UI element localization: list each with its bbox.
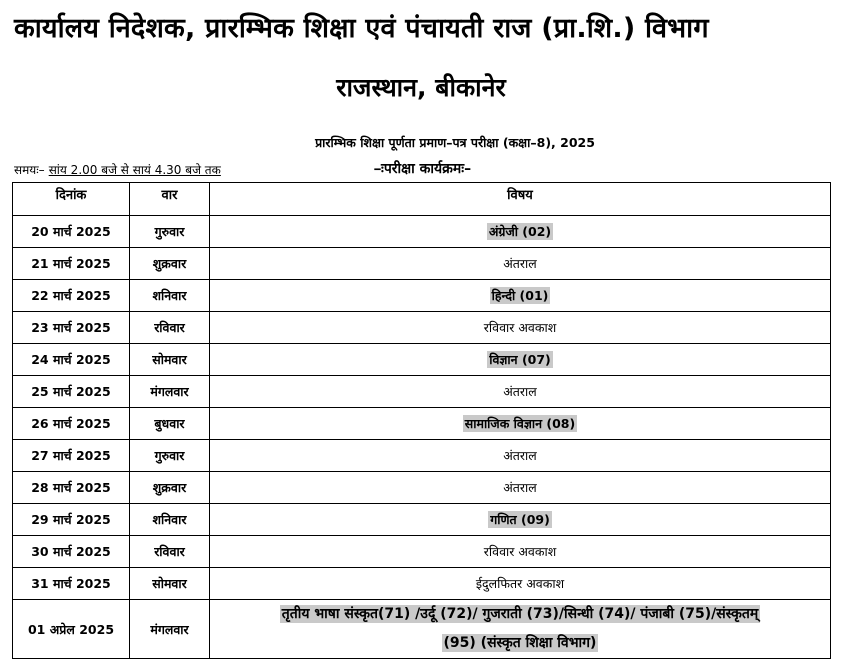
table-row: [13, 472, 831, 504]
row-subject-cell: [210, 280, 831, 312]
table-row: [13, 216, 831, 248]
table-row: [13, 504, 831, 536]
row-date: 26 मार्च 2025: [13, 408, 130, 440]
row-date: 21 मार्च 2025: [13, 248, 130, 280]
table-row: [13, 248, 831, 280]
row-day: सोमवार: [130, 568, 210, 600]
row-day: रविवार: [130, 536, 210, 568]
row-subject: अंग्रेजी (02): [488, 224, 552, 239]
row-date: 25 मार्च 2025: [13, 376, 130, 408]
row-subject-cell: [210, 344, 831, 376]
row-subject-cell: [210, 568, 831, 600]
table-row: [13, 440, 831, 472]
row-subject: अंतराल: [503, 384, 537, 399]
table-row: [13, 600, 831, 659]
table-row: [13, 280, 831, 312]
row-subject: अंतराल: [503, 256, 537, 271]
table-row: [13, 568, 831, 600]
table-row: [13, 312, 831, 344]
exam-title: प्रारम्भिक शिक्षा पूर्णता प्रमाण–पत्र परीक्षा (कक्षा–8), 2025: [315, 135, 595, 150]
row-day: गुरुवार: [130, 216, 210, 248]
row-subject-cell: [210, 504, 831, 536]
row-date: 22 मार्च 2025: [13, 280, 130, 312]
row-day: मंगलवार: [130, 376, 210, 408]
location-title: राजस्थान, बीकानेर: [336, 73, 506, 102]
row-date: 31 मार्च 2025: [13, 568, 130, 600]
row-subject-cell: [210, 248, 831, 280]
row-day: रविवार: [130, 312, 210, 344]
row-subject: रविवार अवकाश: [483, 544, 557, 559]
row-date: 24 मार्च 2025: [13, 344, 130, 376]
row-subject: [210, 600, 831, 659]
schedule-heading: –ःपरीक्षा कार्यक्रमः–: [374, 161, 472, 177]
table-row: [13, 408, 831, 440]
header-subject: विषय: [210, 183, 831, 216]
row-subject-cell: [210, 408, 831, 440]
row-date: 30 मार्च 2025: [13, 536, 130, 568]
row-day: शनिवार: [130, 280, 210, 312]
row-subject-cell: [210, 312, 831, 344]
row-date: 27 मार्च 2025: [13, 440, 130, 472]
row-subject-cell: [210, 536, 831, 568]
table-row: [13, 536, 831, 568]
table-row: [13, 376, 831, 408]
exam-schedule-table: [12, 182, 831, 659]
exam-time: [14, 161, 221, 178]
row-subject-line1: तृतीय भाषा संस्कृत(71) /उर्दू (72)/ गुजराती (73)/सिन्धी (74)/ पंजाबी (75)/संस्कृतम्: [281, 606, 759, 622]
table-header-row: [13, 183, 831, 216]
header-date: दिनांक: [13, 183, 130, 216]
row-subject-line2: (95) (संस्कृत शिक्षा विभाग): [443, 635, 597, 651]
row-day: सोमवार: [130, 344, 210, 376]
row-day: शुक्रवार: [130, 472, 210, 504]
row-date: 28 मार्च 2025: [13, 472, 130, 504]
row-subject: अंतराल: [503, 448, 537, 463]
row-subject-cell: [210, 216, 831, 248]
row-day: शुक्रवार: [130, 248, 210, 280]
row-date: 01 अप्रेल 2025: [13, 600, 130, 659]
row-day: मंगलवार: [130, 600, 210, 659]
row-date: 20 मार्च 2025: [13, 216, 130, 248]
row-subject-cell: [210, 472, 831, 504]
table-row: [13, 344, 831, 376]
row-day: शनिवार: [130, 504, 210, 536]
row-date: 29 मार्च 2025: [13, 504, 130, 536]
office-title: कार्यालय निदेशक, प्रारम्भिक शिक्षा एवं पंचायती राज (प्रा.शि.) विभाग: [14, 13, 709, 44]
row-subject: गणित (09): [490, 512, 550, 527]
row-day: बुधवार: [130, 408, 210, 440]
time-value: सांय 2.00 बजे से सायं 4.30 बजे तक: [48, 163, 221, 177]
header-day: वार: [130, 183, 210, 216]
row-subject: हिन्दी (01): [491, 288, 549, 303]
row-subject: अंतराल: [503, 480, 537, 495]
row-day: गुरुवार: [130, 440, 210, 472]
row-subject-cell: [210, 440, 831, 472]
row-subject-cell: [210, 376, 831, 408]
row-subject: ईदुलफितर अवकाश: [475, 576, 565, 591]
row-date: 23 मार्च 2025: [13, 312, 130, 344]
row-subject: रविवार अवकाश: [483, 320, 557, 335]
row-subject: विज्ञान (07): [489, 352, 551, 367]
time-label: समयः–: [14, 163, 45, 177]
row-subject: सामाजिक विज्ञान (08): [464, 416, 576, 431]
